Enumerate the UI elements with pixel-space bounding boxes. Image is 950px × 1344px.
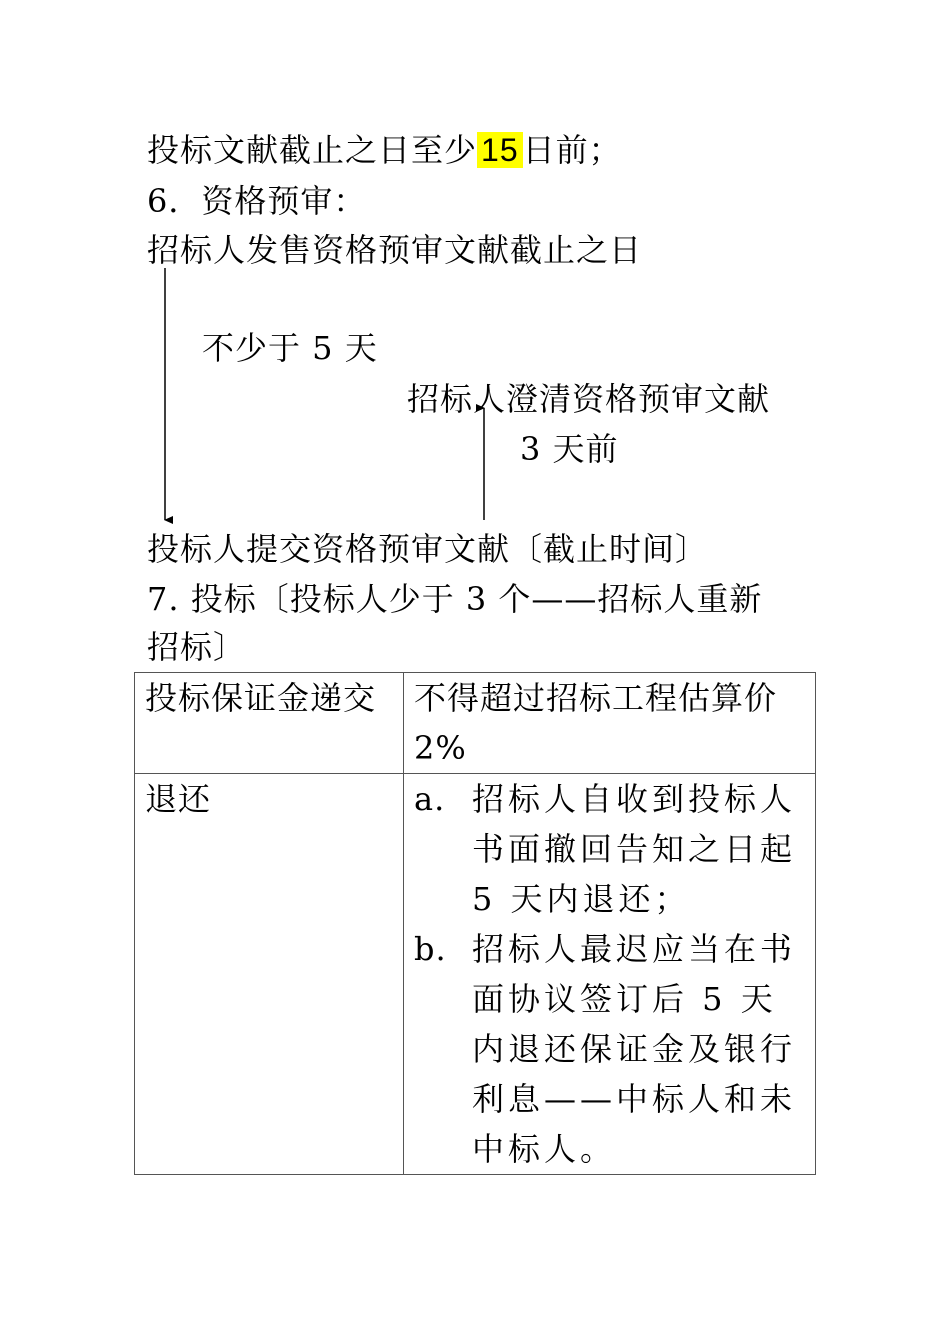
item-marker: a. [414,780,446,818]
item-text: 招标人最迟应当在书面协议签订后 5 天内退还保证金及银行利息——中标人和未中标人。 [472,930,797,1168]
prequal-submission-deadline: 投标人提交资格预审文献〔截止时间〕 [147,530,709,568]
table-row [135,774,816,1175]
bond-limit-text: 不得超过招标工程估算价 [414,679,778,717]
section-7-heading: 7. 投标〔投标人少于 3 个——招标人重新 [147,580,763,618]
bid-bond-table [134,672,816,1175]
min-5-days-label: 不少于 5 天 [202,329,378,367]
item-marker: b. [414,930,447,968]
refund-item-b [414,924,809,1174]
prequal-sale-deadline: 招标人发售资格预审文献截止之日 [147,231,643,269]
highlighted-days: 15 [477,132,523,168]
bond-limit-percent: 2% [414,729,467,767]
deadline-text-after: 日前； [522,131,622,169]
refund-label: 退还 [135,774,404,1175]
bond-submission-value [404,673,816,774]
item-text: 招标人自收到投标人书面撤回告知之日起 5 天内退还； [472,780,797,918]
section-6-heading: 6．资格预审： [147,182,367,220]
three-days-before-label: 3 天前 [520,430,619,468]
deadline-text-before: 投标文献截止之日至少 [147,131,478,169]
refund-rules [404,774,816,1175]
clarification-label: 招标人澄清资格预审文献 [407,380,771,418]
section-7-heading-cont: 招标〕 [147,628,247,666]
table-row [135,673,816,774]
bond-submission-label: 投标保证金递交 [135,673,404,774]
refund-item-a [414,774,809,924]
